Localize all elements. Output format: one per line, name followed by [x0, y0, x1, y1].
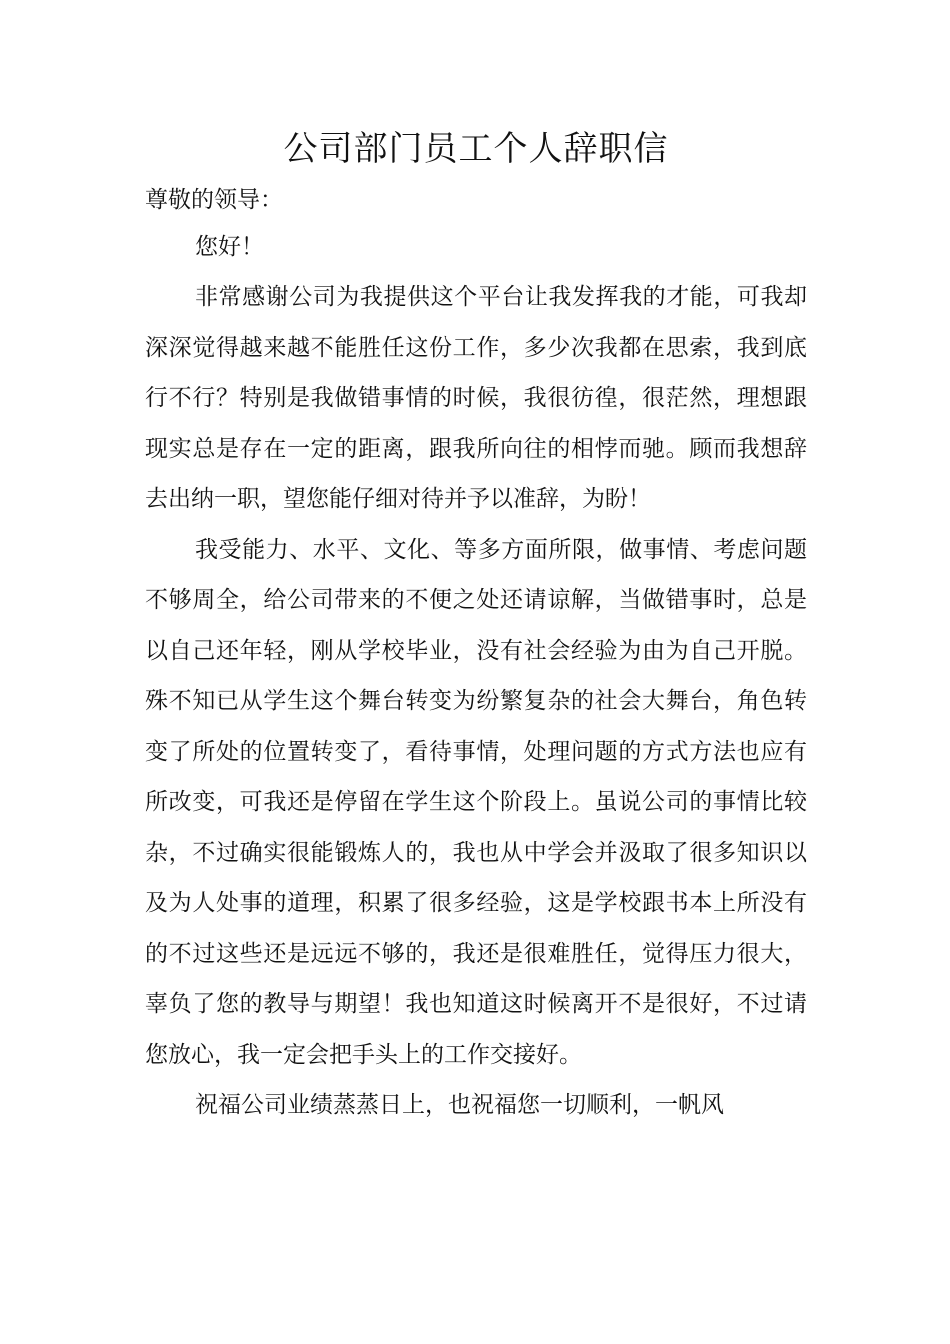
body-paragraph-1: 非常感谢公司为我提供这个平台让我发挥我的才能，可我却深深觉得越来越不能胜任这份工作，多少次我都在思索，我到底行不行？特别是我做错事情的时候，我很彷徨，很茫然，理想跟现实总是存在一定的距离，跟我所向往的相悖而驰。顾而我想辞去出纳一职，望您能仔细对待并予以准辞，为盼！	[145, 284, 807, 512]
body-paragraph-3: 祝福公司业绩蒸蒸日上，也祝福您一切顺利，一帆风	[195, 1092, 724, 1118]
greeting: 您好！	[195, 233, 264, 260]
letter-page	[145, 118, 807, 1131]
salutation: 尊敬的领导：	[145, 187, 283, 213]
page-title: 公司部门员工个人辞职信	[283, 129, 669, 169]
body-paragraph-2: 我受能力、水平、文化、等多方面所限，做事情、考虑问题不够周全，给公司带来的不便之处还请谅解，当做错事时，总是以自己还年轻，刚从学校毕业，没有社会经验为由为自己开脱。殊不知已从学生这个舞台转变为纷繁复杂的社会大舞台，角色转变了所处的位置转变了，看待事情，处理问题的方式方法也应有所改变，可我还是停留在学生这个阶段上。虽说公司的事情比较杂，不过确实很能锻炼人的，我也从中学会并汲取了很多知识以及为人处事的道理，积累了很多经验，这是学校跟书本上所没有的不过这些还是远远不够的，我还是很难胜任，觉得压力很大，辜负了您的教导与期望！我也知道这时候离开不是很好，不过请您放心，我一定会把手头上的工作交接好。	[145, 536, 807, 1068]
